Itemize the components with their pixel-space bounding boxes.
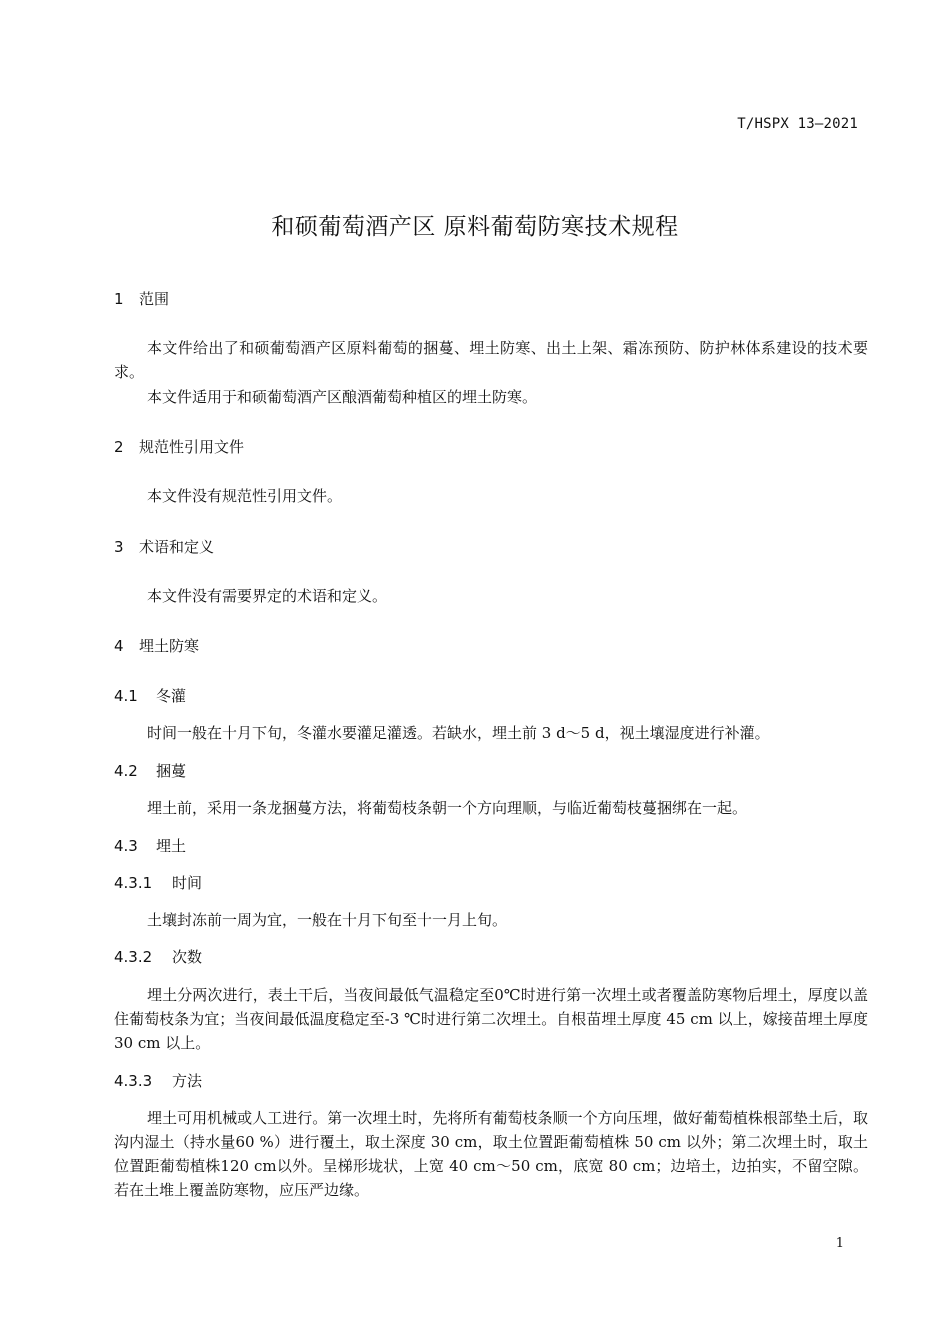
document-title: 和硕葡萄酒产区 原料葡萄防寒技术规程: [271, 214, 679, 240]
section-title: 术语和定义: [139, 538, 215, 556]
subsection-heading-winter-irrigation: [114, 686, 186, 706]
section-title: 范围: [139, 290, 170, 308]
subsection-heading-vine-binding: [114, 761, 186, 781]
paragraph-winter-irrigation: 时间一般在十月下旬，冬灌水要灌足灌透。若缺水，埋土前 3 d～5 d，视土壤湿度进行补灌。: [147, 724, 770, 742]
paragraph-scope-2: 本文件适用于和硕葡萄酒产区酿酒葡萄种植区的埋土防寒。: [147, 388, 538, 406]
section-number: 1: [114, 290, 124, 308]
paragraph-method: 埋土可用机械或人工进行。第一次埋土时，先将所有葡萄枝条顺一个方向压埋，做好葡萄植株根部垫土后，取沟内湿土（持水量60 %）进行覆土，取土深度 30 cm，取土位置距葡萄植株 50 cm 以外；第二次埋土时，取土位置距葡萄植株120 cm以外。呈梯形垅状，上宽 40 cm～50 cm，底宽 80 cm；边培土，边拍实，不留空隙。若在土堆上覆盖防寒物，应压严边缘。: [114, 1109, 868, 1199]
section-number: 4.3.2: [114, 948, 153, 966]
paragraph-frequency: 埋土分两次进行，表土干后，当夜间最低气温稳定至0℃时进行第一次埋土或者覆盖防寒物后埋土，厚度以盖住葡萄枝条为宜；当夜间最低温度稳定至-3 ℃时进行第二次埋土。自根苗埋土厚度 45 cm 以上，嫁接苗埋土厚度 30 cm 以上。: [114, 986, 869, 1052]
section-number: 4.3.1: [114, 874, 153, 892]
section-heading-terms: [114, 537, 214, 557]
section-title: 方法: [172, 1072, 203, 1090]
section-number: 4.3: [114, 837, 138, 855]
paragraph-timing: 土壤封冻前一周为宜，一般在十月下旬至十一月上旬。: [147, 911, 508, 929]
section-heading-cold-protection: [114, 636, 199, 656]
section-title: 时间: [172, 874, 203, 892]
paragraph-scope-1: 本文件给出了和硕葡萄酒产区原料葡萄的捆蔓、埋土防寒、出土上架、霜冻预防、防护林体系建设的技术要求。: [114, 339, 868, 381]
page-number: 1: [835, 1236, 844, 1251]
subsubsection-heading-method: [114, 1071, 202, 1091]
paragraph-terms: 本文件没有需要界定的术语和定义。: [147, 587, 388, 605]
section-title: 埋土: [156, 837, 187, 855]
subsubsection-heading-timing: [114, 873, 202, 893]
section-number: 4.3.3: [114, 1072, 153, 1090]
section-heading-scope: [114, 289, 169, 309]
section-number: 2: [114, 438, 124, 456]
section-title: 次数: [172, 948, 203, 966]
subsection-heading-soil-burial: [114, 836, 186, 856]
section-title: 捆蔓: [156, 762, 187, 780]
section-number: 4: [114, 637, 124, 655]
section-title: 埋土防寒: [139, 637, 200, 655]
section-heading-normative-references: [114, 437, 244, 457]
section-number: 3: [114, 538, 124, 556]
paragraph-normative-references: 本文件没有规范性引用文件。: [147, 487, 343, 505]
section-title: 冬灌: [156, 687, 187, 705]
document-code: T/HSPX 13—2021: [737, 116, 858, 132]
section-number: 4.1: [114, 687, 138, 705]
section-title: 规范性引用文件: [139, 438, 245, 456]
paragraph-vine-binding: 埋土前，采用一条龙捆蔓方法，将葡萄枝条朝一个方向理顺，与临近葡萄枝蔓捆绑在一起。: [147, 799, 748, 817]
subsubsection-heading-frequency: [114, 947, 202, 967]
section-number: 4.2: [114, 762, 138, 780]
